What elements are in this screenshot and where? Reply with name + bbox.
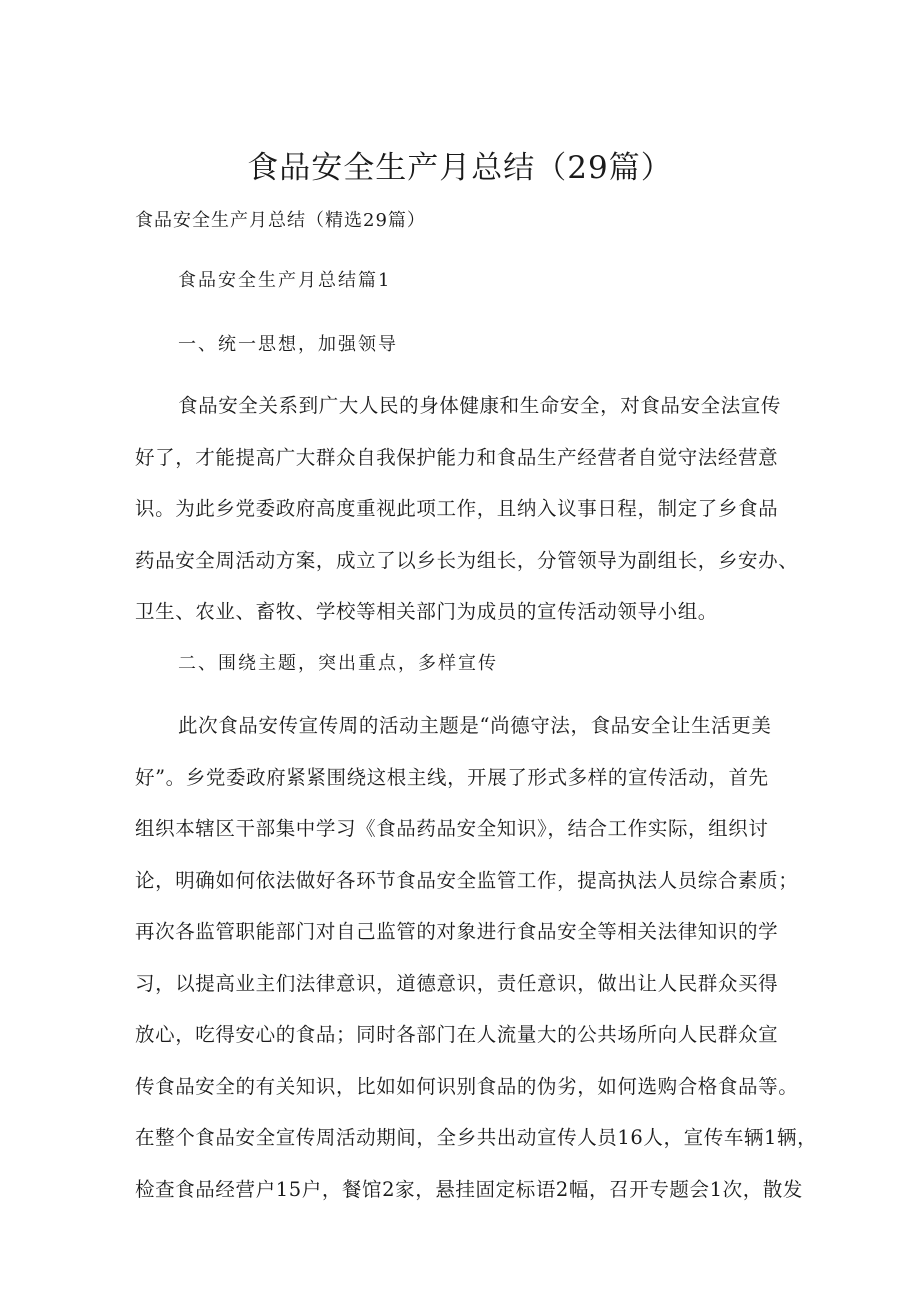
paragraph-2-line: 好”。乡党委政府紧紧围绕这根主线，开展了形式多样的宣传活动，首先: [135, 765, 769, 789]
paragraph-2: [135, 700, 818, 1215]
paragraph-2-line: 传食品安全的有关知识，比如如何识别食品的伪劣，如何选购合格食品等。: [135, 1074, 799, 1098]
paragraph-2-line: 组织本辖区干部集中学习《食品药品安全知识》，结合工作实际，组织讨: [135, 817, 769, 840]
paragraph-2-line: 此次食品安传宣传周的活动主题是“尚德守法，食品安全让生活更美: [178, 714, 772, 737]
paragraph-2-line: 检查食品经营户15户，餐馆2家，悬挂固定标语2幅，召开专题会1次，散发: [135, 1177, 804, 1201]
paragraph-1: [135, 380, 799, 638]
paragraph-2-line: 再次各监管职能部门对自己监管的对象进行食品安全等相关法律知识的学: [135, 920, 779, 943]
paragraph-2-line: 论，明确如何依法做好各环节食品安全监管工作，提高执法人员综合素质；: [135, 868, 799, 892]
paragraph-1-line: 食品安全关系到广大人民的身体健康和生命安全，对食品安全法宣传: [178, 394, 782, 417]
paragraph-1-line: 卫生、农业、畜牧、学校等相关部门为成员的宣传活动领导小组。: [135, 600, 718, 623]
heading-2: 二、围绕主题，突出重点，多样宣传: [178, 653, 498, 674]
paragraph-2-line: 习，以提高业主们法律意识，道德意识，责任意识，做出让人民群众买得: [135, 971, 779, 995]
paragraph-2-line: 在整个食品安全宣传周活动期间，全乡共出动宣传人员16人，宣传车辆1辆，: [135, 1126, 818, 1149]
heading-1: 一、统一思想，加强领导: [178, 334, 398, 355]
paragraph-2-line: 放心，吃得安心的食品；同时各部门在人流量大的公共场所向人民群众宣: [135, 1023, 779, 1046]
paragraph-1-line: 药品安全周活动方案，成立了以乡长为组长，分管领导为副组长，乡安办、: [135, 548, 799, 572]
section-title: 食品安全生产月总结篇1: [178, 270, 392, 291]
paragraph-1-line: 好了，才能提高广大群众自我保护能力和食品生产经营者自觉守法经营意: [135, 445, 779, 469]
paragraph-1-line: 识。为此乡党委政府高度重视此项工作，且纳入议事日程，制定了乡食品: [135, 497, 779, 520]
document-title: 食品安全生产月总结（29篇）: [247, 150, 673, 186]
document-subtitle: 食品安全生产月总结（精选29篇）: [135, 210, 426, 231]
